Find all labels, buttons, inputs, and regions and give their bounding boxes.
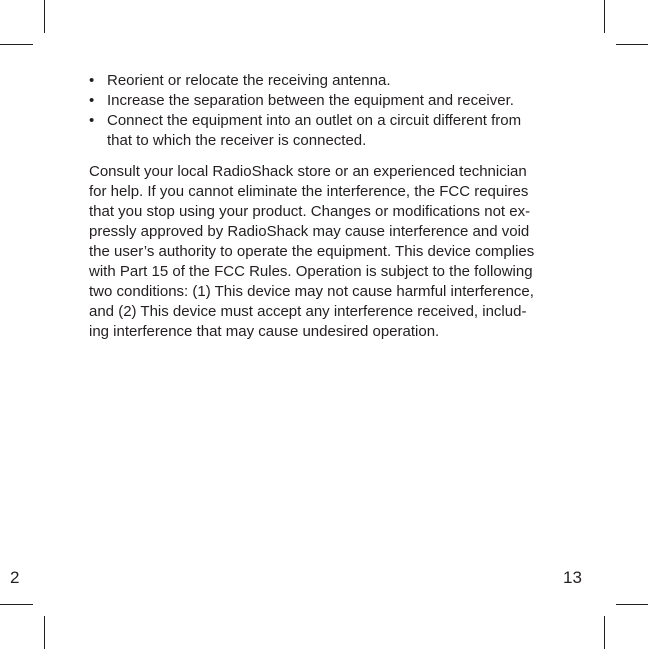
bullet-icon: • (89, 92, 95, 109)
paragraph-line: two conditions: (1) This device may not cause harmful interference, (89, 283, 534, 300)
bullet-text: Increase the separation between the equipment and receiver. (107, 92, 514, 109)
bullet-text: Connect the equipment into an outlet on a circuit different from (107, 112, 522, 129)
bullet-item (89, 111, 559, 151)
crop-mark (0, 44, 33, 45)
page-number-right: 13 (563, 568, 582, 587)
paragraph-line: ing interference that may cause undesired operation. (89, 323, 440, 340)
crop-mark (616, 44, 648, 45)
crop-mark (0, 604, 33, 605)
paragraph-line: and (2) This device must accept any interference received, includ- (89, 303, 527, 320)
paragraph-line: with Part 15 of the FCC Rules. Operation is subject to the following (89, 263, 533, 280)
bullet-item (89, 71, 559, 91)
paragraph-line: for help. If you cannot eliminate the interference, the FCC requires (89, 183, 529, 200)
fcc-paragraph (89, 162, 559, 342)
paragraph-line: pressly approved by RadioShack may cause interference and void (89, 223, 530, 240)
crop-mark (604, 0, 605, 33)
bullet-text: that to which the receiver is connected. (107, 132, 367, 149)
crop-mark (616, 604, 648, 605)
bullet-list (89, 71, 559, 151)
crop-mark (44, 616, 45, 649)
bullet-item (89, 91, 559, 111)
crop-mark (44, 0, 45, 33)
paragraph-line: the user’s authority to operate the equipment. This device complies (89, 243, 535, 260)
page-number-left: 2 (10, 568, 20, 587)
bullet-icon: • (89, 72, 95, 89)
paragraph-line: that you stop using your product. Changes or modifications not ex- (89, 203, 531, 220)
bullet-text: Reorient or relocate the receiving antenna. (107, 72, 391, 89)
paragraph-line: Consult your local RadioShack store or an experienced technician (89, 163, 527, 180)
crop-mark (604, 616, 605, 649)
bullet-icon: • (89, 112, 95, 129)
